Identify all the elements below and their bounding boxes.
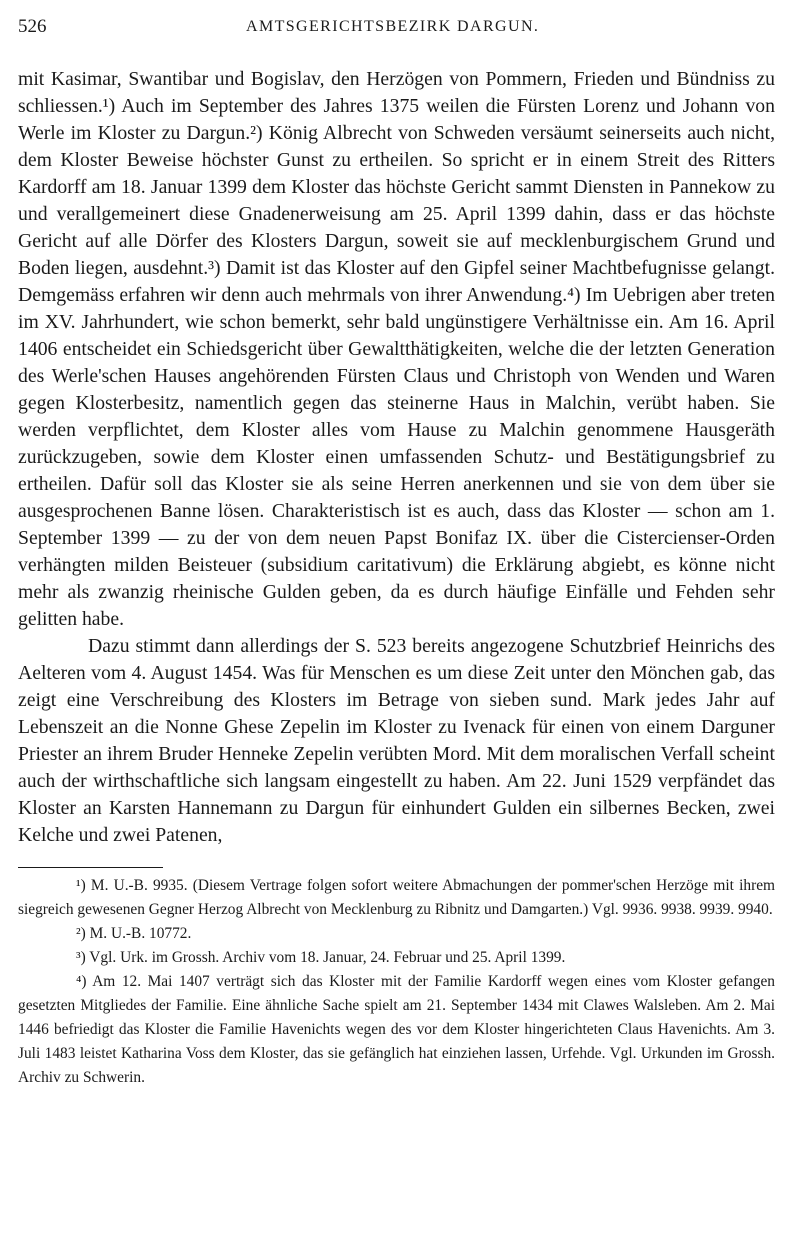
book-page xyxy=(18,10,775,1090)
footnote-1: ¹) M. U.-B. 9935. (Diesem Vertrage folgen sofort weitere Abmachungen der pommer'schen Herzöge mit ihrem siegreich gewesenen Gegner Herzog Albrecht von Mecklenburg zu Ribnitz und Damgarten.) Vgl. 9936. 9938. 9939. 9940. xyxy=(18,877,775,918)
footnotes xyxy=(18,874,775,1090)
main-text xyxy=(18,66,775,849)
footnote-2: ²) M. U.-B. 10772. xyxy=(76,925,192,942)
footnote-4: ⁴) Am 12. Mai 1407 verträgt sich das Kloster mit der Familie Kardorff wegen eines vom Kloster gefangen gesetzten Mitgliedes der Familie. Eine ähnliche Sache spielt am 21. September 1434 mit Clawes Walsleben. Am 2. Mai 1446 befriedigt das Kloster die Familie Havenichts wegen des vor dem Kloster hingerichteten Claus Havenichts. Am 3. Juli 1483 leistet Katharina Voss dem Kloster, das sie gefänglich hat einziehen lassen, Urfehde. Vgl. Urkunden im Grossh. Archiv zu Schwerin. xyxy=(18,973,775,1086)
running-head: AMTSGERICHTSBEZIRK DARGUN. xyxy=(246,18,540,35)
footnote-3: ³) Vgl. Urk. im Grossh. Archiv vom 18. Januar, 24. Februar und 25. April 1399. xyxy=(76,949,566,966)
paragraph-1: mit Kasimar, Swantibar und Bogislav, den Herzögen von Pommern, Frieden und Bündniss zu schliessen.¹) Auch im September des Jahres 1375 weilen die Fürsten Lorenz und Johann von Werle im Kloster zu Dargun.²) König Albrecht von Schweden versäumt seinerseits auch nicht, dem Kloster Beweise höchster Gunst zu ertheilen. So spricht er in einem Streit des Ritters Kardorff am 18. Januar 1399 dem Kloster das höchste Gericht sammt Diensten in Pannekow zu und verallgemeinert diese Gnadenerweisung am 25. April 1399 dahin, dass er das höchste Gericht auf alle Dörfer des Klosters Dargun, soweit sie auf mecklenburgischem Grund und Boden liegen, ausdehnt.³) Damit ist das Kloster auf den Gipfel seiner Machtbefugnisse gelangt. Demgemäss erfahren wir denn auch mehrmals von ihrer Anwendung.⁴) Im Uebrigen aber treten im XV. Jahrhundert, wie schon bemerkt, sehr bald ungünstigere Verhältnisse ein. Am 16. April 1406 entscheidet ein Schiedsgericht über Gewaltthätigkeiten, welche die der letzten Generation des Werle'schen Hauses angehörenden Fürsten Claus und Christoph von Wenden und Waren gegen Klosterbesitz, namentlich gegen das steinerne Haus in Malchin, verübt haben. Sie werden verpflichtet, dem Kloster alles vom Hause zu Malchin genommene Hausgeräth zurückzugeben, sowie dem Kloster einen umfassenden Schutz- und Bestätigungsbrief zu ertheilen. Dafür soll das Kloster sie als seine Herren anerkennen und sie von dem über sie ausgesprochenen Banne lösen. Charakteristisch ist es auch, dass das Kloster — schon am 1. September 1399 — zu der von dem neuen Papst Bonifaz IX. über die Cistercienser-Orden verhängten milden Beisteuer (subsidium caritativum) die Erklärung abgiebt, es könne nicht mehr als zwanzig rheinische Gulden geben, da es durch häufige Einfälle und Fehden sehr gelitten habe. xyxy=(18,68,775,630)
page-number: 526 xyxy=(18,16,47,37)
footnote-separator xyxy=(18,867,163,868)
page-header xyxy=(18,10,775,40)
paragraph-2: Dazu stimmt dann allerdings der S. 523 bereits angezogene Schutzbrief Heinrichs des Aelteren vom 4. August 1454. Was für Menschen es um diese Zeit unter den Mönchen gab, das zeigt eine Verschreibung des Klosters im Betrage von sieben sund. Mark jedes Jahr auf Lebenszeit an die Nonne Ghese Zepelin im Kloster zu Ivenack für einen von einem Darguner Priester an ihrem Bruder Henneke Zepelin verübten Mord. Mit dem moralischen Verfall scheint auch der wirthschaftliche sich langsam eingestellt zu haben. Am 22. Juni 1529 verpfändet das Kloster an Karsten Hannemann zu Dargun für einhundert Gulden ein silbernes Becken, zwei Kelche und zwei Patenen, xyxy=(18,635,775,846)
